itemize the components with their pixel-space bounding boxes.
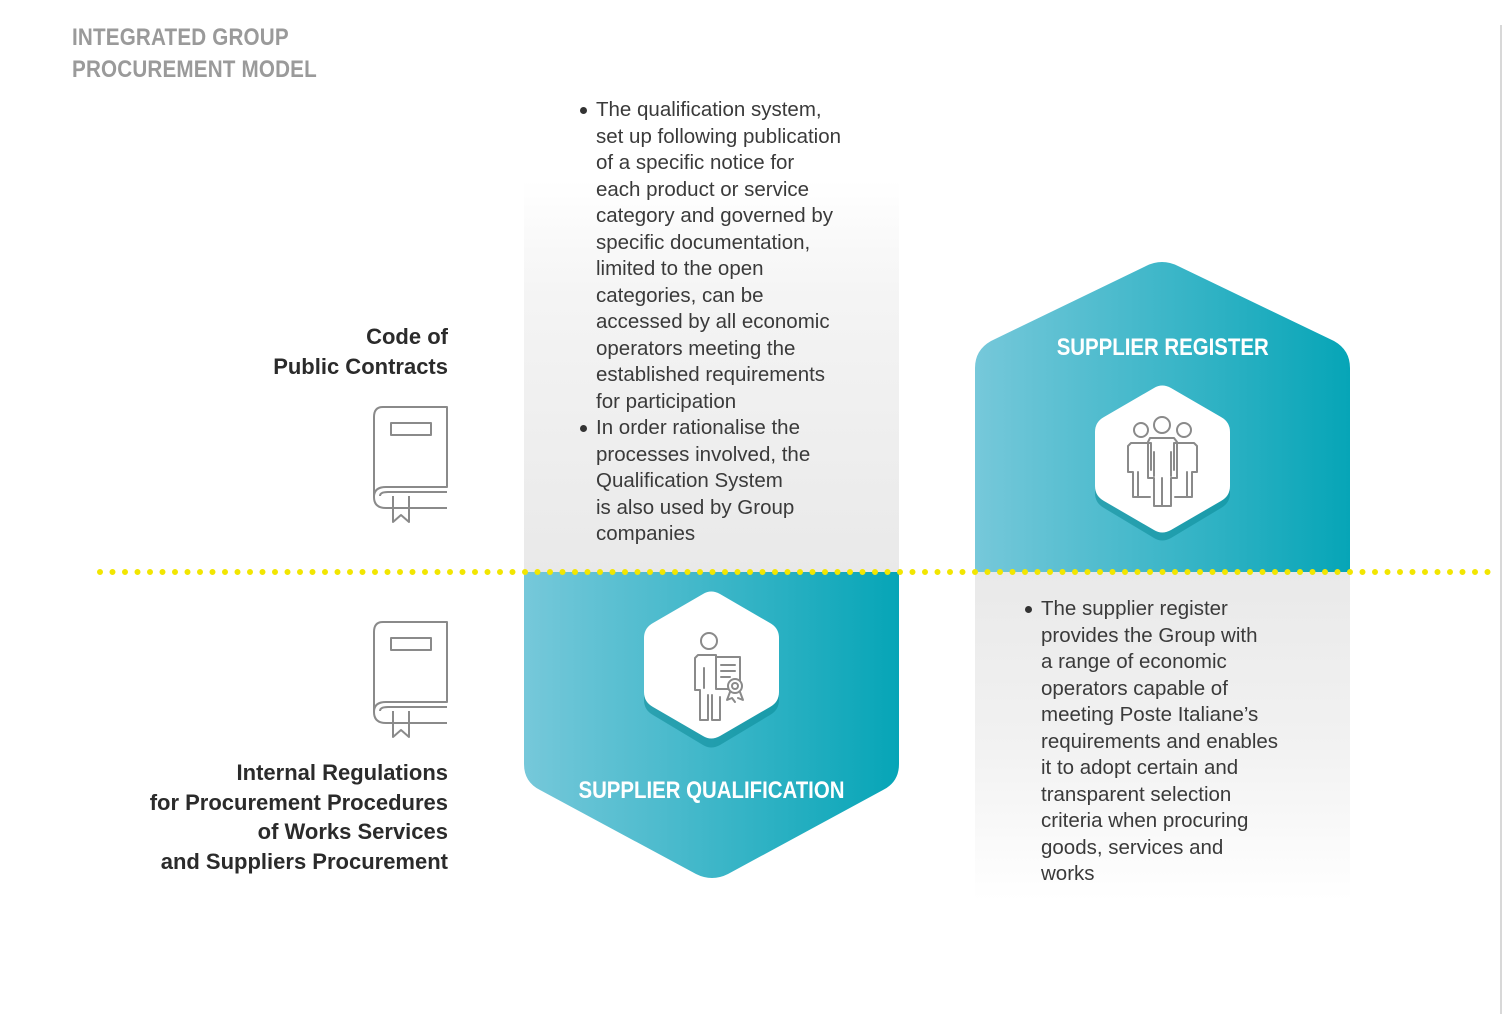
qualification-bullet-list bbox=[580, 97, 900, 548]
book-icon bbox=[374, 407, 447, 522]
supplier-qualification-label: SUPPLIER QUALIFICATION bbox=[578, 777, 845, 804]
code-of-public-contracts-label: Code of Public Contracts bbox=[273, 324, 448, 379]
page-title: INTEGRATED GROUP PROCUREMENT MODEL bbox=[72, 24, 317, 83]
register-bullet-1: The supplier register provides the Group with a range of economic operators capable of meeting Poste Italiane’s requirements and enables it to adopt certain and transparent selection criteria when procuring goods, services and works bbox=[1025, 596, 1345, 888]
register-bullet-list bbox=[1025, 596, 1345, 888]
book-icon-bottom bbox=[374, 622, 447, 737]
internal-regulations-label: Internal Regulations for Procurement Procedures of Works Services and Suppliers Procurement bbox=[149, 760, 448, 874]
qualification-bullet-1: The qualification system, set up following publication of a specific notice for each product or service category and governed by specific documentation, limited to the open categories, can be accessed by all economic operators meeting the established requirements for participation bbox=[580, 97, 900, 415]
supplier-register-label: SUPPLIER REGISTER bbox=[1056, 334, 1269, 361]
qualification-bullet-2: In order rationalise the processes involved, the Qualification System is also used by Group companies bbox=[580, 415, 900, 548]
